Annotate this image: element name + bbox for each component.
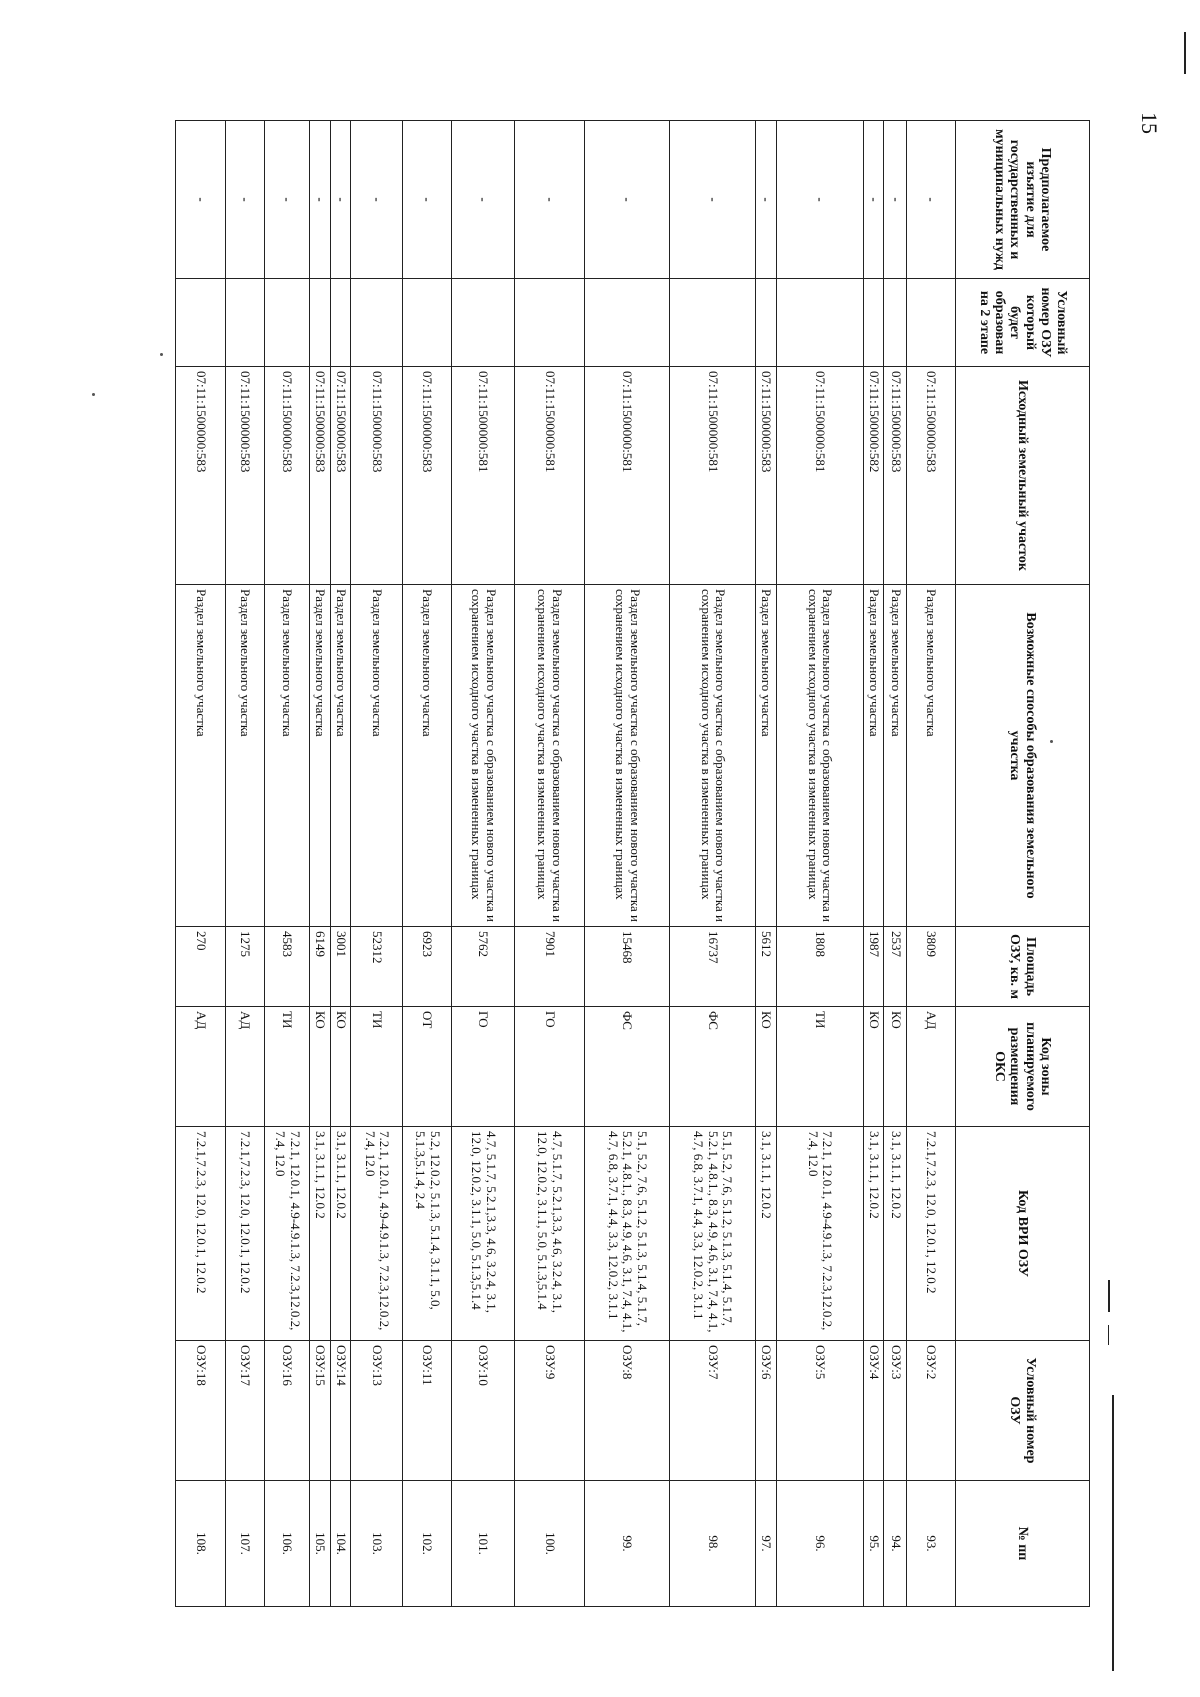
cell-zone-code: ТИ xyxy=(351,1007,403,1127)
cell-source-plot: 07:11:1500000:583 xyxy=(755,367,776,585)
header-source-plot: Исходный земельный участок xyxy=(956,367,1090,585)
cell-ozu-number: ОЗУ:5 xyxy=(777,1341,864,1481)
cell-area: 4583 xyxy=(264,927,309,1007)
cell-ozu-number: ОЗУ:6 xyxy=(755,1341,776,1481)
cell-ozu-number: ОЗУ:7 xyxy=(670,1341,756,1481)
cell-area: 2537 xyxy=(884,927,907,1007)
cell-area: 3809 xyxy=(907,927,956,1007)
cell-method: Раздел земельного участка xyxy=(403,585,452,927)
cell-stage2 xyxy=(225,279,264,367)
cell-stage2 xyxy=(863,279,884,367)
table-row xyxy=(777,121,864,1607)
scan-speck xyxy=(92,393,95,396)
cell-stage2 xyxy=(310,279,331,367)
cell-method: Раздел земельного участка xyxy=(907,585,956,927)
cell-seizure: - xyxy=(225,121,264,279)
cell-source-plot: 07:11:1500000:583 xyxy=(310,367,331,585)
cell-method: Раздел земельного участка xyxy=(351,585,403,927)
cell-row-number: 108. xyxy=(176,1481,226,1607)
table-row xyxy=(515,121,585,1607)
cell-seizure: - xyxy=(863,121,884,279)
cell-area: 1808 xyxy=(777,927,864,1007)
cell-area: 52312 xyxy=(351,927,403,1007)
table-row xyxy=(176,121,226,1607)
cell-area: 15468 xyxy=(584,927,670,1007)
scan-margin-line xyxy=(1108,1325,1109,1345)
cell-method: Раздел земельного участка xyxy=(863,585,884,927)
table-header-row xyxy=(956,121,1090,1607)
cell-stage2 xyxy=(451,279,514,367)
cell-stage2 xyxy=(777,279,864,367)
cell-stage2 xyxy=(176,279,226,367)
cell-source-plot: 07:11:1500000:583 xyxy=(264,367,309,585)
cell-ozu-number: ОЗУ:15 xyxy=(310,1341,331,1481)
header-vri-code: Код ВРИ ОЗУ xyxy=(956,1127,1090,1341)
cell-row-number: 102. xyxy=(403,1481,452,1607)
cell-ozu-number: ОЗУ:11 xyxy=(403,1341,452,1481)
cell-seizure: - xyxy=(670,121,756,279)
cell-zone-code: ОТ xyxy=(403,1007,452,1127)
cell-vri-code: 3.1, 3.1.1, 12.0.2 xyxy=(310,1127,331,1341)
header-seizure: Предполагаемое изъятие для государственных и муниципальных нужд xyxy=(956,121,1090,279)
cell-row-number: 104. xyxy=(330,1481,351,1607)
cell-vri-code: 3.1, 3.1.1, 12.0.2 xyxy=(884,1127,907,1341)
cell-ozu-number: ОЗУ:17 xyxy=(225,1341,264,1481)
cell-area: 1275 xyxy=(225,927,264,1007)
table-row xyxy=(264,121,309,1607)
header-ozu-number: Условный номер ОЗУ xyxy=(956,1341,1090,1481)
cell-ozu-number: ОЗУ:13 xyxy=(351,1341,403,1481)
cell-method: Раздел земельного участка с образованием нового участка и сохранением исходного участка в измененных границах xyxy=(451,585,514,927)
cell-source-plot: 07:11:1500000:581 xyxy=(670,367,756,585)
cell-row-number: 105. xyxy=(310,1481,331,1607)
cell-vri-code: 7.2.1, 12.0.1, 4.9-4.9.1.3, 7.2.3,12.0.2, 7.4, 12.0 xyxy=(264,1127,309,1341)
cell-stage2 xyxy=(884,279,907,367)
table-row xyxy=(310,121,331,1607)
cell-source-plot: 07:11:1500000:583 xyxy=(351,367,403,585)
cell-row-number: 93. xyxy=(907,1481,956,1607)
cell-row-number: 103. xyxy=(351,1481,403,1607)
table-row xyxy=(403,121,452,1607)
cell-method: Раздел земельного участка xyxy=(264,585,309,927)
cell-stage2 xyxy=(907,279,956,367)
cell-area: 16737 xyxy=(670,927,756,1007)
cell-ozu-number: ОЗУ:10 xyxy=(451,1341,514,1481)
cell-area: 6149 xyxy=(310,927,331,1007)
cell-seizure: - xyxy=(777,121,864,279)
cell-vri-code: 5.1, 5.2, 7.6, 5.1.2, 5.1.3, 5.1.4, 5.1.7, 5.2.1, 4.8.1., 8.3, 4.9, 4.6, 3.1, 7.4, 4.1, 4.7, 6.8, 3.7.1, 4.4, 3.3, 12.0.2, 3.1.1 xyxy=(670,1127,756,1341)
cell-seizure: - xyxy=(264,121,309,279)
cell-row-number: 95. xyxy=(863,1481,884,1607)
header-row-number: № пп xyxy=(956,1481,1090,1607)
cell-vri-code: 7.2.1,7.2.3, 12.0, 12.0.1, 12.0.2 xyxy=(907,1127,956,1341)
rotated-table-container xyxy=(175,120,1090,1606)
cell-source-plot: 07:11:1500000:581 xyxy=(515,367,585,585)
header-stage2: Условный номер ОЗУ который будет образован на 2 этапе xyxy=(956,279,1090,367)
cell-zone-code: КО xyxy=(863,1007,884,1127)
cell-seizure: - xyxy=(584,121,670,279)
table-row xyxy=(225,121,264,1607)
cell-vri-code: 3.1, 3.1.1, 12.0.2 xyxy=(330,1127,351,1341)
cell-method: Раздел земельного участка xyxy=(310,585,331,927)
cell-method: Раздел земельного участка с образованием нового участка и сохранением исходного участка в измененных границах xyxy=(584,585,670,927)
cell-zone-code: КО xyxy=(755,1007,776,1127)
cell-area: 270 xyxy=(176,927,226,1007)
cell-seizure: - xyxy=(176,121,226,279)
cell-zone-code: ФС xyxy=(670,1007,756,1127)
land-plots-table xyxy=(175,120,1090,1607)
cell-vri-code: 5.2, 12.0.2, 5.1.3, 5.1.4, 3.1.1, 5.0, 5.1.3,5.1.4, 2.4 xyxy=(403,1127,452,1341)
table-row xyxy=(907,121,956,1607)
cell-method: Раздел земельного участка xyxy=(884,585,907,927)
cell-zone-code: АД xyxy=(176,1007,226,1127)
cell-area: 5762 xyxy=(451,927,514,1007)
cell-row-number: 106. xyxy=(264,1481,309,1607)
cell-zone-code: ФС xyxy=(584,1007,670,1127)
cell-source-plot: 07:11:1500000:583 xyxy=(330,367,351,585)
cell-seizure: - xyxy=(515,121,585,279)
cell-row-number: 100. xyxy=(515,1481,585,1607)
scan-margin-line xyxy=(1108,1280,1110,1312)
scan-margin-line xyxy=(1184,32,1186,74)
table-row xyxy=(451,121,514,1607)
cell-row-number: 99. xyxy=(584,1481,670,1607)
cell-stage2 xyxy=(403,279,452,367)
cell-method: Раздел земельного участка xyxy=(176,585,226,927)
cell-source-plot: 07:11:1500000:581 xyxy=(451,367,514,585)
cell-method: Раздел земельного участка с образованием нового участка и сохранением исходного участка в измененных границах xyxy=(515,585,585,927)
cell-ozu-number: ОЗУ:16 xyxy=(264,1341,309,1481)
cell-source-plot: 07:11:1500000:583 xyxy=(884,367,907,585)
table-row xyxy=(330,121,351,1607)
cell-vri-code: 7.2.1,7.2.3, 12.0, 12.0.1, 12.0.2 xyxy=(225,1127,264,1341)
cell-zone-code: ГО xyxy=(451,1007,514,1127)
cell-vri-code: 3.1, 3.1.1, 12.0.2 xyxy=(863,1127,884,1341)
cell-zone-code: КО xyxy=(330,1007,351,1127)
table-row xyxy=(863,121,884,1607)
cell-stage2 xyxy=(584,279,670,367)
cell-area: 3001 xyxy=(330,927,351,1007)
cell-vri-code: 4.7, 5.1.7, 5.2.1,3.3, 4.6, 3.2.4, 3.1, 12.0, 12.0.2, 3.1.1, 5.0, 5.1.3,5.1.4 xyxy=(451,1127,514,1341)
cell-stage2 xyxy=(351,279,403,367)
cell-area: 5612 xyxy=(755,927,776,1007)
cell-ozu-number: ОЗУ:14 xyxy=(330,1341,351,1481)
cell-vri-code: 7.2.1, 12.0.1, 4.9-4.9.1.3, 7.2.3,12.0.2, 7.4, 12.0 xyxy=(777,1127,864,1341)
cell-ozu-number: ОЗУ:9 xyxy=(515,1341,585,1481)
cell-ozu-number: ОЗУ:2 xyxy=(907,1341,956,1481)
cell-zone-code: АД xyxy=(907,1007,956,1127)
cell-ozu-number: ОЗУ:4 xyxy=(863,1341,884,1481)
cell-stage2 xyxy=(330,279,351,367)
table-row xyxy=(584,121,670,1607)
cell-area: 7901 xyxy=(515,927,585,1007)
cell-ozu-number: ОЗУ:3 xyxy=(884,1341,907,1481)
header-area: Площадь ОЗУ, кв. м xyxy=(956,927,1090,1007)
cell-zone-code: АД xyxy=(225,1007,264,1127)
cell-source-plot: 07:11:1500000:582 xyxy=(863,367,884,585)
cell-row-number: 101. xyxy=(451,1481,514,1607)
cell-row-number: 94. xyxy=(884,1481,907,1607)
cell-vri-code: 5.1, 5.2, 7.6, 5.1.2, 5.1.3, 5.1.4, 5.1.7, 5.2.1, 4.8.1., 8.3, 4.9, 4.6, 3.1, 7.4, 4.1, 4.7, 6.8, 3.7.1, 4.4, 3.3, 12.0.2, 3.1.1 xyxy=(584,1127,670,1341)
header-zone-code: Код зоны планируемого размещения ОКС xyxy=(956,1007,1090,1127)
cell-ozu-number: ОЗУ:8 xyxy=(584,1341,670,1481)
cell-stage2 xyxy=(670,279,756,367)
cell-method: Раздел земельного участка с образованием нового участка и сохранением исходного участка в измененных границах xyxy=(670,585,756,927)
cell-vri-code: 3.1, 3.1.1, 12.0.2 xyxy=(755,1127,776,1341)
cell-vri-code: 7.2.1,7.2.3, 12.0, 12.0.1, 12.0.2 xyxy=(176,1127,226,1341)
cell-seizure: - xyxy=(351,121,403,279)
cell-source-plot: 07:11:1500000:583 xyxy=(225,367,264,585)
cell-vri-code: 4.7, 5.1.7, 5.2.1,3.3, 4.6, 3.2.4, 3.1, 12.0, 12.0.2, 3.1.1, 5.0, 5.1.3,5.1.4 xyxy=(515,1127,585,1341)
page-number: 15 xyxy=(1137,112,1162,134)
cell-seizure: - xyxy=(310,121,331,279)
cell-source-plot: 07:11:1500000:583 xyxy=(403,367,452,585)
cell-zone-code: КО xyxy=(310,1007,331,1127)
cell-seizure: - xyxy=(884,121,907,279)
cell-seizure: - xyxy=(451,121,514,279)
cell-method: Раздел земельного участка xyxy=(225,585,264,927)
cell-seizure: - xyxy=(907,121,956,279)
cell-zone-code: ТИ xyxy=(264,1007,309,1127)
cell-method: Раздел земельного участка с образованием нового участка и сохранением исходного участка в измененных границах xyxy=(777,585,864,927)
cell-row-number: 97. xyxy=(755,1481,776,1607)
cell-source-plot: 07:11:1500000:583 xyxy=(176,367,226,585)
cell-seizure: - xyxy=(330,121,351,279)
cell-row-number: 96. xyxy=(777,1481,864,1607)
scan-margin-line xyxy=(1112,1395,1114,1671)
cell-stage2 xyxy=(515,279,585,367)
header-methods: Возможные способы образования земельного участка xyxy=(956,585,1090,927)
cell-method: Раздел земельного участка xyxy=(755,585,776,927)
table-row xyxy=(755,121,776,1607)
cell-stage2 xyxy=(755,279,776,367)
cell-source-plot: 07:11:1500000:583 xyxy=(907,367,956,585)
table-row xyxy=(884,121,907,1607)
cell-area: 6923 xyxy=(403,927,452,1007)
cell-area: 1987 xyxy=(863,927,884,1007)
cell-row-number: 107. xyxy=(225,1481,264,1607)
cell-source-plot: 07:11:1500000:581 xyxy=(584,367,670,585)
cell-ozu-number: ОЗУ:18 xyxy=(176,1341,226,1481)
cell-row-number: 98. xyxy=(670,1481,756,1607)
cell-source-plot: 07:11:1500000:581 xyxy=(777,367,864,585)
cell-zone-code: ТИ xyxy=(777,1007,864,1127)
scan-speck xyxy=(160,353,163,356)
table-row xyxy=(351,121,403,1607)
cell-zone-code: ГО xyxy=(515,1007,585,1127)
cell-seizure: - xyxy=(755,121,776,279)
cell-vri-code: 7.2.1, 12.0.1, 4.9-4.9.1.3, 7.2.3,12.0.2, 7.4, 12.0 xyxy=(351,1127,403,1341)
cell-method: Раздел земельного участка xyxy=(330,585,351,927)
cell-stage2 xyxy=(264,279,309,367)
table-row xyxy=(670,121,756,1607)
cell-zone-code: КО xyxy=(884,1007,907,1127)
cell-seizure: - xyxy=(403,121,452,279)
